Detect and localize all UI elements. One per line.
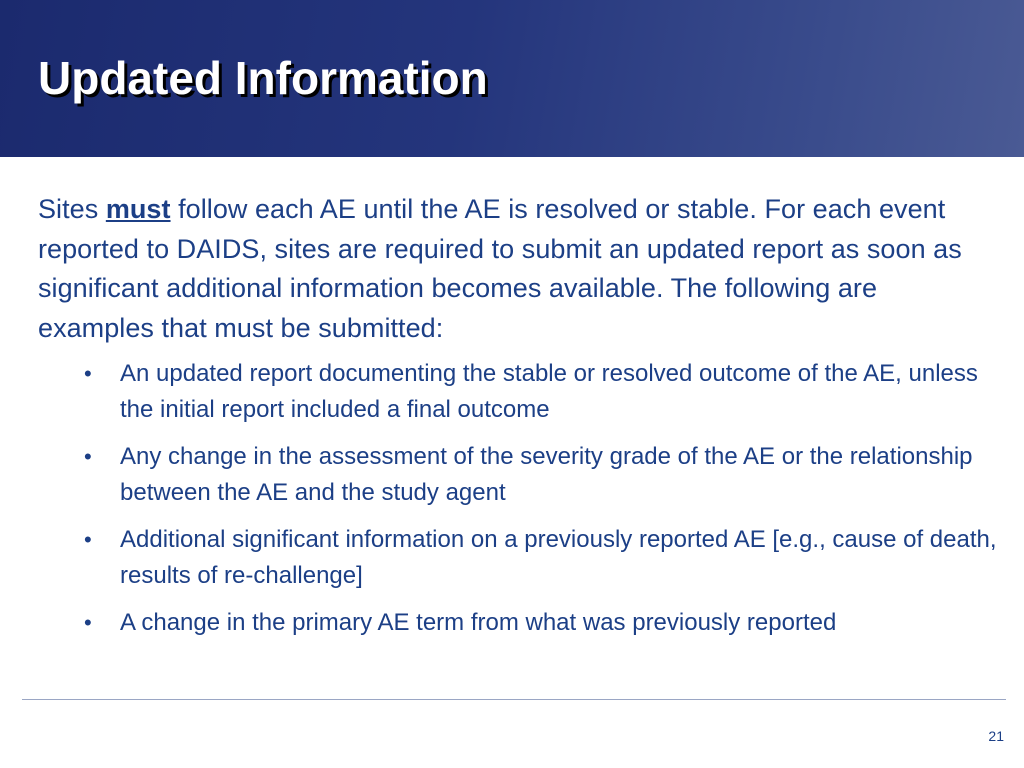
- bullet-text: Additional significant information on a previously reported AE [e.g., cause of death, results of re-challenge]: [120, 526, 997, 589]
- footer-divider: [22, 699, 1006, 700]
- intro-paragraph: [38, 190, 998, 348]
- bullet-item: [38, 356, 1000, 428]
- slide-body: [38, 190, 998, 652]
- bullet-icon: •: [84, 527, 92, 552]
- bullet-item: [38, 439, 1000, 511]
- bullet-list: [38, 356, 998, 641]
- page-number: 21: [988, 728, 1004, 744]
- intro-text-rest: follow each AE until the AE is resolved or stable. For each event reported to DAIDS, sites are required to submit an updated report as soon as significant additional information becomes available. The following are examples that must be submitted:: [38, 194, 962, 343]
- bullet-item: [38, 522, 1000, 594]
- bullet-text: Any change in the assessment of the severity grade of the AE or the relationship between the AE and the study agent: [120, 443, 973, 506]
- bullet-icon: •: [84, 444, 92, 469]
- intro-emphasis: must: [105, 194, 171, 224]
- bullet-icon: •: [84, 610, 92, 635]
- bullet-item: [38, 605, 1000, 641]
- bullet-text: An updated report documenting the stable or resolved outcome of the AE, unless the initial report included a final outcome: [120, 360, 978, 423]
- intro-text-start: Sites: [38, 194, 106, 224]
- bullet-icon: •: [84, 361, 92, 386]
- title-bar: [0, 0, 1024, 157]
- bullet-text: A change in the primary AE term from what was previously reported: [120, 609, 837, 636]
- slide-title: Updated Information: [38, 52, 488, 104]
